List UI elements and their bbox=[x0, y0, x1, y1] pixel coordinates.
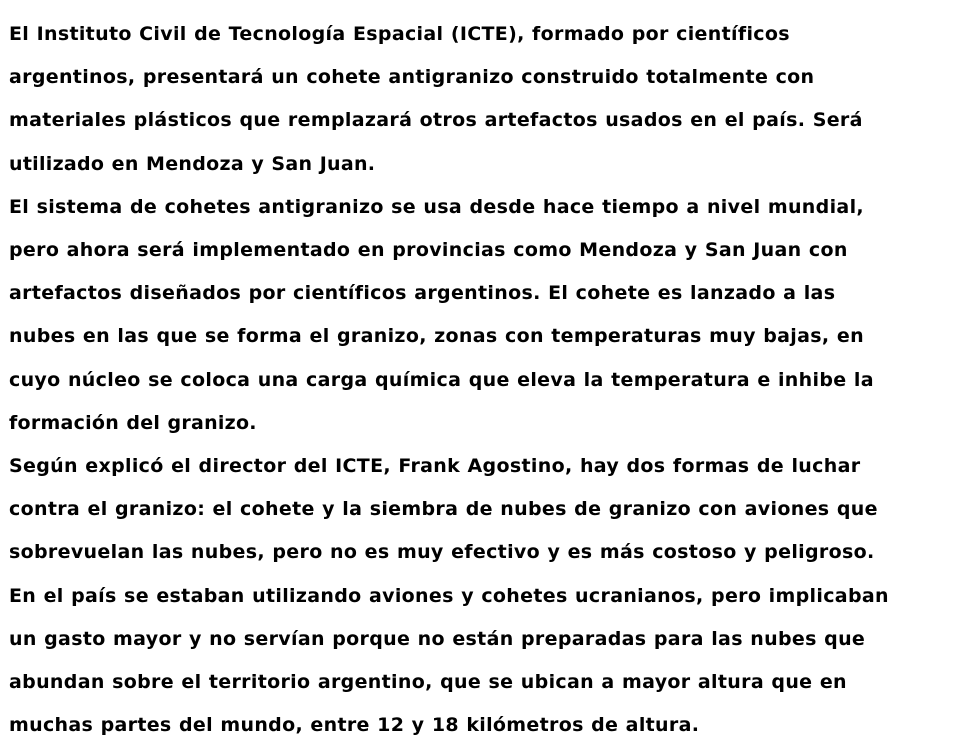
article-body bbox=[9, 13, 955, 747]
text-line: El Instituto Civil de Tecnología Espacial (ICTE), formado por científicos bbox=[9, 23, 790, 45]
text-line: cuyo núcleo se coloca una carga química que eleva la temperatura e inhibe la bbox=[9, 368, 874, 391]
text-line: un gasto mayor y no servían porque no están preparadas para las nubes que bbox=[9, 627, 866, 650]
text-line: materiales plásticos que remplazará otros artefactos usados en el país. Será bbox=[9, 109, 863, 132]
text-line: sobrevuelan las nubes, pero no es muy efectivo y es más costoso y peligroso. bbox=[9, 541, 875, 564]
text-line: argentinos, presentará un cohete antigranizo construido totalmente con bbox=[9, 66, 815, 89]
text-line: contra el granizo: el cohete y la siembra de nubes de granizo con aviones que bbox=[9, 498, 878, 521]
text-line: Según explicó el director del ICTE, Frank Agostino, hay dos formas de luchar bbox=[9, 455, 861, 478]
text-line: artefactos diseñados por científicos argentinos. El cohete es lanzado a las bbox=[9, 282, 836, 305]
text-line: muchas partes del mundo, entre 12 y 18 kilómetros de altura. bbox=[9, 714, 700, 737]
text-line: El sistema de cohetes antigranizo se usa desde hace tiempo a nivel mundial, bbox=[9, 195, 864, 218]
text-line: pero ahora será implementado en provincias como Mendoza y San Juan con bbox=[9, 239, 848, 262]
text-line: nubes en las que se forma el granizo, zonas con temperaturas muy bajas, en bbox=[9, 325, 864, 348]
text-line: utilizado en Mendoza y San Juan. bbox=[9, 152, 376, 175]
text-line: abundan sobre el territorio argentino, que se ubican a mayor altura que en bbox=[9, 671, 847, 694]
text-line: formación del granizo. bbox=[9, 411, 257, 434]
text-line: En el país se estaban utilizando aviones y cohetes ucranianos, pero implicaban bbox=[9, 584, 889, 607]
